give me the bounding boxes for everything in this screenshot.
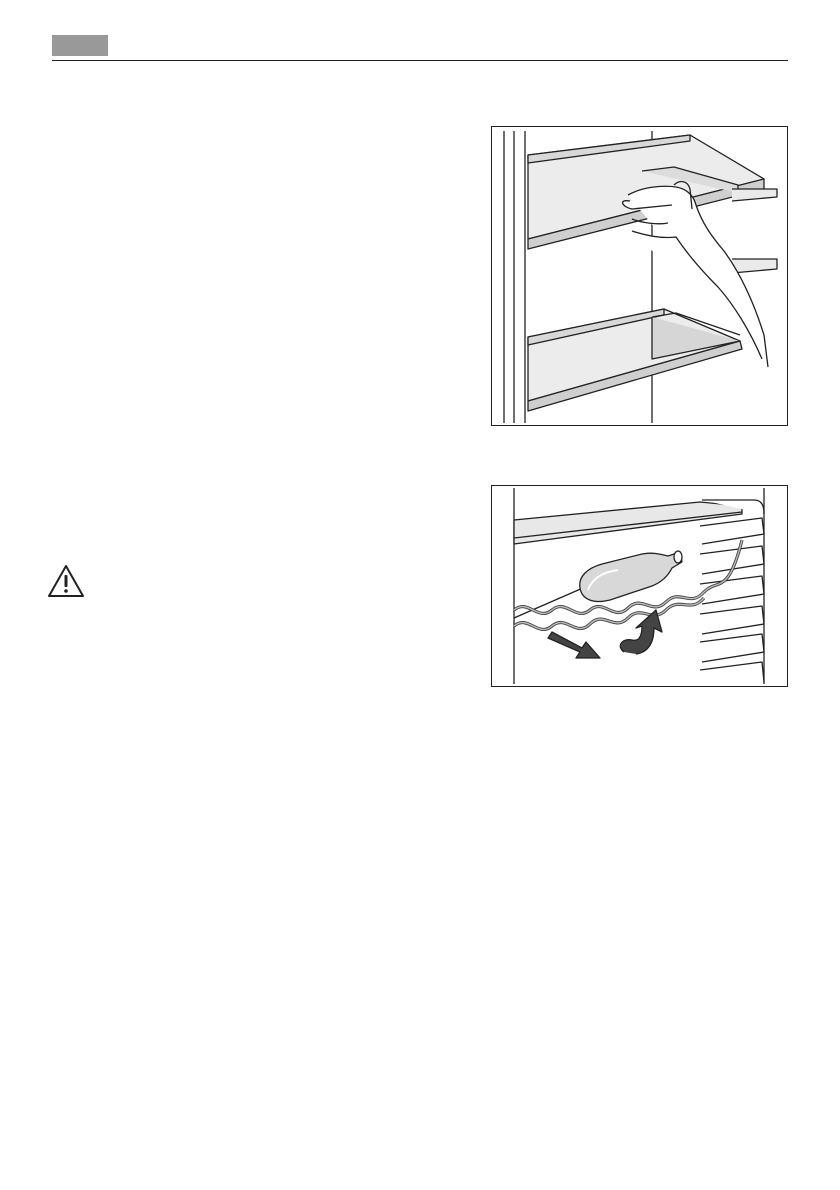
header-section-tab xyxy=(52,35,108,56)
header-rule xyxy=(52,60,788,61)
fridge-shelves-hand-illustration xyxy=(492,127,787,425)
warning-triangle-icon xyxy=(46,563,86,599)
bottle-rack-illustration xyxy=(491,485,788,687)
wine-bottle-rack-illustration xyxy=(492,486,787,686)
shelf-removal-illustration xyxy=(491,126,788,426)
